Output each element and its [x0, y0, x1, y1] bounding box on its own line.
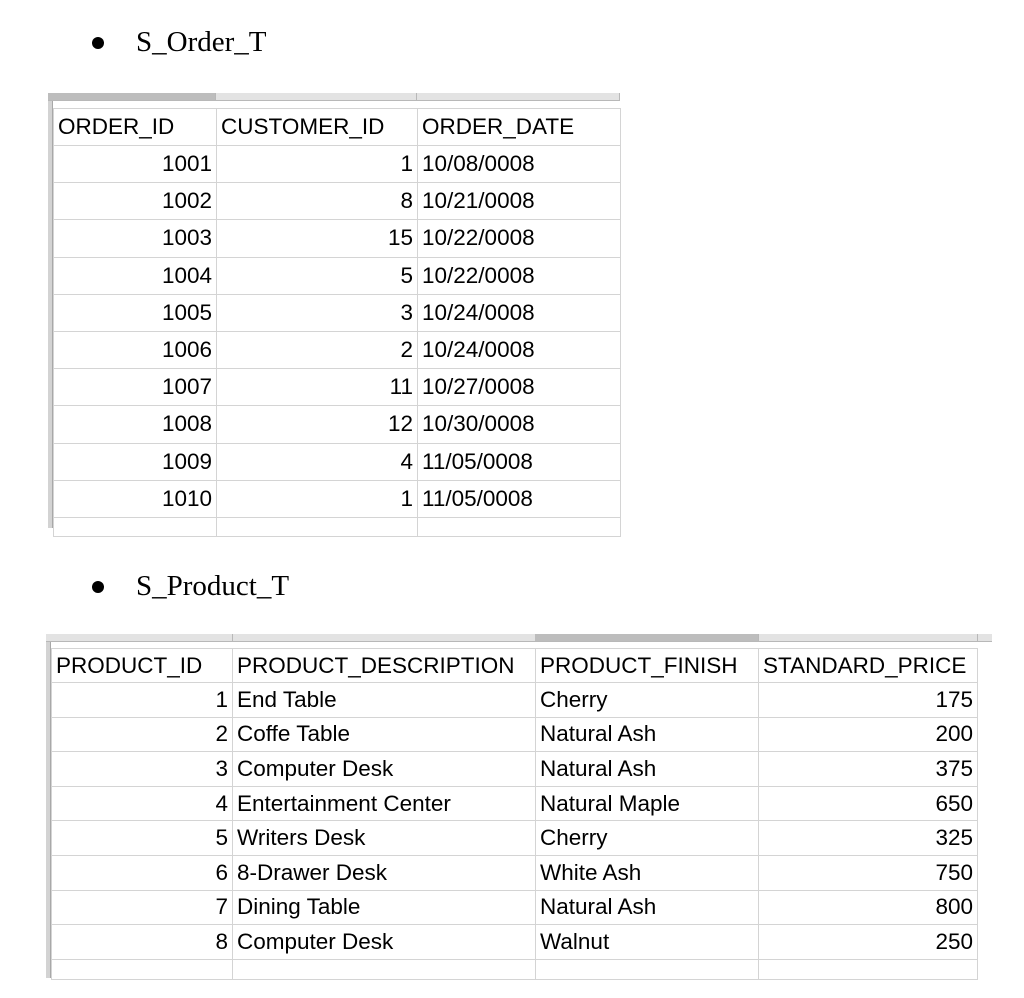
table-cell[interactable]: 175	[759, 683, 978, 718]
bullet-icon	[92, 581, 104, 593]
table-cell[interactable]: 8	[217, 183, 418, 220]
table-row	[52, 925, 978, 960]
column-header: PRODUCT_DESCRIPTION	[233, 649, 536, 683]
table-cell[interactable]: 10/08/0008	[418, 146, 621, 183]
table-row	[54, 220, 621, 257]
table-cell[interactable]: 8-Drawer Desk	[233, 855, 536, 890]
table-cell[interactable]: 1	[217, 480, 418, 517]
table-cell[interactable]: 3	[52, 752, 233, 787]
table-cell[interactable]	[418, 517, 621, 536]
table-cell[interactable]	[217, 517, 418, 536]
table-cell[interactable]: Natural Ash	[536, 752, 759, 787]
table-cell[interactable]: 1009	[54, 443, 217, 480]
column-header-strip	[48, 93, 620, 101]
table-header-row	[54, 109, 621, 146]
table-cell[interactable]: Computer Desk	[233, 925, 536, 960]
table-cell[interactable]: 1004	[54, 257, 217, 294]
table-cell[interactable]: Entertainment Center	[233, 786, 536, 821]
table-row	[54, 443, 621, 480]
table-cell[interactable]: 10/27/0008	[418, 369, 621, 406]
table-row	[54, 406, 621, 443]
table-row	[52, 890, 978, 925]
table-cell[interactable]: 5	[52, 821, 233, 856]
table-row	[54, 331, 621, 368]
table-cell[interactable]: 1007	[54, 369, 217, 406]
order-table	[53, 108, 621, 537]
product-table	[51, 648, 978, 980]
table-cell[interactable]: 1008	[54, 406, 217, 443]
table-cell[interactable]: Computer Desk	[233, 752, 536, 787]
column-header-strip	[46, 634, 992, 642]
column-header: ORDER_ID	[54, 109, 217, 146]
table-cell[interactable]: 6	[52, 855, 233, 890]
table-row	[52, 752, 978, 787]
section-title-product: S_Product_T	[136, 570, 290, 602]
table-row	[54, 146, 621, 183]
table-cell[interactable]: 325	[759, 821, 978, 856]
table-cell[interactable]: Dining Table	[233, 890, 536, 925]
table-cell[interactable]: 1006	[54, 331, 217, 368]
table-cell[interactable]: 1	[217, 146, 418, 183]
table-cell[interactable]: 15	[217, 220, 418, 257]
table-cell[interactable]	[233, 959, 536, 979]
table-cell[interactable]: 250	[759, 925, 978, 960]
table-cell[interactable]: 200	[759, 717, 978, 752]
table-row	[54, 257, 621, 294]
table-cell[interactable]: 800	[759, 890, 978, 925]
table-row	[54, 183, 621, 220]
column-header: PRODUCT_FINISH	[536, 649, 759, 683]
table-cell[interactable]: 1001	[54, 146, 217, 183]
bullet-product	[92, 570, 289, 603]
table-cell[interactable]: 1010	[54, 480, 217, 517]
column-header-a[interactable]	[46, 634, 233, 641]
table-cell[interactable]: Cherry	[536, 821, 759, 856]
table-cell[interactable]: 8	[52, 925, 233, 960]
table-header-row	[52, 649, 978, 683]
table-cell[interactable]: 11	[217, 369, 418, 406]
table-cell[interactable]: 4	[52, 786, 233, 821]
table-cell[interactable]: 10/24/0008	[418, 294, 621, 331]
table-cell[interactable]: 7	[52, 890, 233, 925]
table-cell[interactable]	[54, 517, 217, 536]
table-cell[interactable]: 11/05/0008	[418, 480, 621, 517]
table-cell[interactable]: Natural Ash	[536, 890, 759, 925]
table-row	[54, 480, 621, 517]
table-cell[interactable]: 650	[759, 786, 978, 821]
column-header: PRODUCT_ID	[52, 649, 233, 683]
table-cell[interactable]: 10/21/0008	[418, 183, 621, 220]
column-header: ORDER_DATE	[418, 109, 621, 146]
column-header-b[interactable]	[232, 634, 536, 641]
table-cell[interactable]: 1005	[54, 294, 217, 331]
table-cell[interactable]: 375	[759, 752, 978, 787]
table-cell[interactable]	[52, 959, 233, 979]
table-row	[52, 717, 978, 752]
table-cell[interactable]: End Table	[233, 683, 536, 718]
column-header-d[interactable]	[758, 634, 978, 641]
table-row	[52, 855, 978, 890]
table-row	[52, 821, 978, 856]
table-cell[interactable]: 2	[217, 331, 418, 368]
table-cell[interactable]: White Ash	[536, 855, 759, 890]
table-cell[interactable]: 1	[52, 683, 233, 718]
table-cell[interactable]: 10/22/0008	[418, 257, 621, 294]
table-cell[interactable]: Natural Ash	[536, 717, 759, 752]
table-cell[interactable]	[759, 959, 978, 979]
table-cell[interactable]: 4	[217, 443, 418, 480]
table-cell[interactable]: Cherry	[536, 683, 759, 718]
table-row	[54, 369, 621, 406]
table-cell[interactable]: Coffe Table	[233, 717, 536, 752]
column-header-a[interactable]	[48, 93, 216, 100]
column-header: STANDARD_PRICE	[759, 649, 978, 683]
table-row-empty	[52, 959, 978, 979]
column-header-c[interactable]	[535, 634, 759, 641]
table-cell[interactable]: Natural Maple	[536, 786, 759, 821]
table-cell[interactable]: 750	[759, 855, 978, 890]
table-cell[interactable]: 10/22/0008	[418, 220, 621, 257]
table-cell[interactable]: 11/05/0008	[418, 443, 621, 480]
table-row-empty	[54, 517, 621, 536]
table-cell[interactable]: 12	[217, 406, 418, 443]
table-row	[52, 786, 978, 821]
table-cell[interactable]: Walnut	[536, 925, 759, 960]
table-cell[interactable]: 1002	[54, 183, 217, 220]
table-cell[interactable]: Writers Desk	[233, 821, 536, 856]
table-cell[interactable]	[536, 959, 759, 979]
table-cell[interactable]: 10/24/0008	[418, 331, 621, 368]
table-cell[interactable]: 5	[217, 257, 418, 294]
column-header: CUSTOMER_ID	[217, 109, 418, 146]
table-cell[interactable]: 3	[217, 294, 418, 331]
table-cell[interactable]: 2	[52, 717, 233, 752]
table-row	[54, 294, 621, 331]
table-cell[interactable]: 1003	[54, 220, 217, 257]
section-title-order: S_Order_T	[136, 26, 267, 58]
table-row	[52, 683, 978, 718]
table-cell[interactable]: 10/30/0008	[418, 406, 621, 443]
column-header-c[interactable]	[416, 93, 620, 100]
bullet-icon	[92, 37, 104, 49]
bullet-order	[92, 26, 266, 59]
column-header-b[interactable]	[215, 93, 417, 100]
